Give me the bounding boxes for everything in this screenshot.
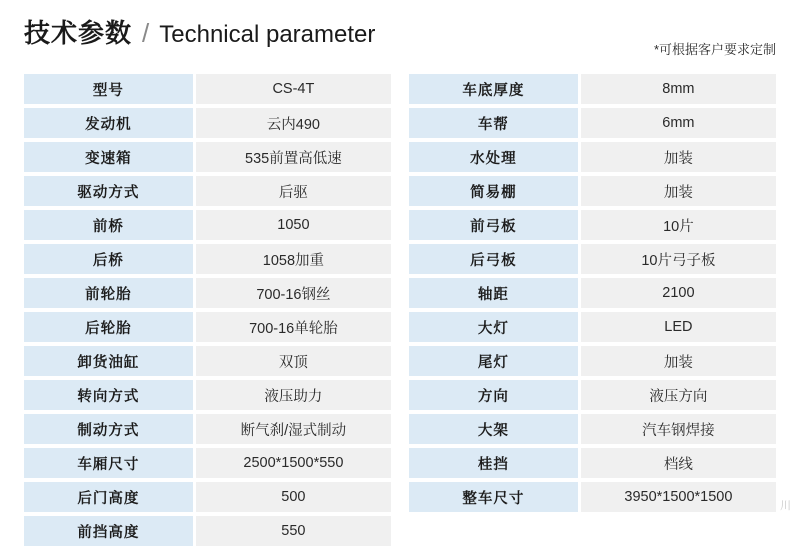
table-row [24,176,391,206]
spec-label: 方向 [409,380,578,410]
spec-value: 加装 [578,176,776,206]
spec-label: 前轮胎 [24,278,193,308]
spec-value: 液压助力 [193,380,391,410]
spec-label: 水处理 [409,142,578,172]
spec-label: 车厢尺寸 [24,448,193,478]
spec-label: 制动方式 [24,414,193,444]
table-row [24,380,391,410]
table-row [24,414,391,444]
spec-table-right [409,70,776,550]
spec-label: 变速箱 [24,142,193,172]
table-row [409,74,776,104]
table-row [24,142,391,172]
table-row [409,346,776,376]
title-separator: / [142,18,150,48]
table-row [24,108,391,138]
page-title-cn: 技术参数 [24,18,133,48]
spec-value: 8mm [578,74,776,104]
table-row [409,380,776,410]
spec-label: 后弓板 [409,244,578,274]
spec-label: 前弓板 [409,210,578,240]
spec-value: 云内490 [193,108,391,138]
table-row [24,448,391,478]
spec-value: 加装 [578,142,776,172]
spec-value: CS-4T [193,74,391,104]
table-row [24,346,391,376]
spec-label: 后桥 [24,244,193,274]
spec-value: 10片弓子板 [578,244,776,274]
spec-value: 加装 [578,346,776,376]
spec-label: 大架 [409,414,578,444]
spec-label: 简易棚 [409,176,578,206]
table-row [24,516,391,546]
table-row [24,278,391,308]
table-row [409,312,776,342]
spec-value: 汽车钢焊接 [578,414,776,444]
table-row [24,244,391,274]
spec-value: 3950*1500*1500 [578,482,776,512]
table-row [24,482,391,512]
spec-label: 后门高度 [24,482,193,512]
watermark: 川 [780,500,792,512]
spec-label: 前挡高度 [24,516,193,546]
table-row [409,448,776,478]
spec-value: 1050 [193,210,391,240]
spec-value: 2500*1500*550 [193,448,391,478]
page-title-en: Technical parameter [159,21,376,48]
spec-value: 1058加重 [193,244,391,274]
table-row [409,414,776,444]
table-row [409,108,776,138]
spec-label: 后轮胎 [24,312,193,342]
customization-note: *可根据客户要求定制 [653,42,776,57]
spec-tables [24,70,776,550]
spec-label: 尾灯 [409,346,578,376]
spec-value: 双顶 [193,346,391,376]
spec-label: 车底厚度 [409,74,578,104]
spec-value: 后驱 [193,176,391,206]
spec-value: 535前置高低速 [193,142,391,172]
page-header [24,18,776,60]
table-row [24,312,391,342]
spec-label: 型号 [24,74,193,104]
spec-table-left [24,70,391,550]
spec-label: 桂挡 [409,448,578,478]
spec-label: 轴距 [409,278,578,308]
spec-value: 6mm [578,108,776,138]
table-row [24,74,391,104]
spec-label: 转向方式 [24,380,193,410]
spec-label: 卸货油缸 [24,346,193,376]
spec-value: 500 [193,482,391,512]
table-row-spacer [409,516,776,546]
spec-label: 驱动方式 [24,176,193,206]
empty-cell [578,516,776,546]
spec-value: 550 [193,516,391,546]
spec-value: 10片 [578,210,776,240]
table-row [409,278,776,308]
table-row [24,210,391,240]
spec-label: 整车尺寸 [409,482,578,512]
table-row [409,482,776,512]
spec-value: 700-16钢丝 [193,278,391,308]
spec-label: 车帮 [409,108,578,138]
spec-label: 前桥 [24,210,193,240]
table-row [409,210,776,240]
spec-value: 液压方向 [578,380,776,410]
table-row [409,142,776,172]
spec-value: 档线 [578,448,776,478]
spec-label: 大灯 [409,312,578,342]
spec-label: 发动机 [24,108,193,138]
spec-value: 2100 [578,278,776,308]
spec-value: LED [578,312,776,342]
empty-cell [409,516,578,546]
table-row [409,176,776,206]
table-row [409,244,776,274]
spec-value: 断气刹/湿式制动 [193,414,391,444]
spec-value: 700-16单轮胎 [193,312,391,342]
